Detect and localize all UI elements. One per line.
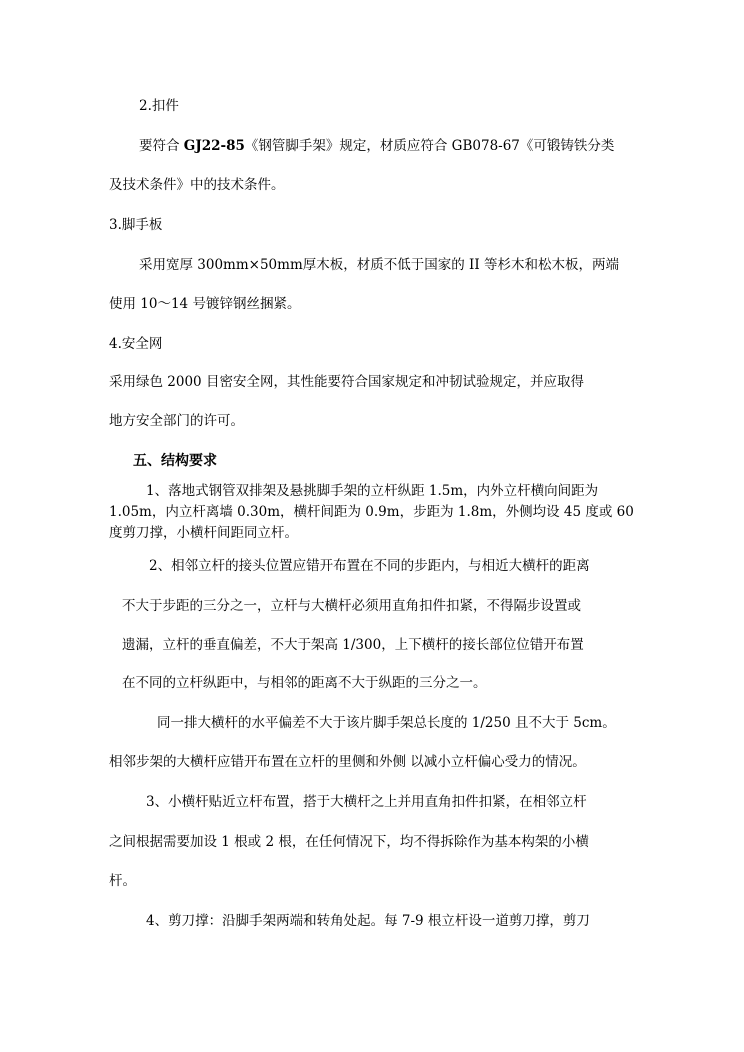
paragraph-line: 地方安全部门的许可。 (109, 413, 244, 429)
paragraph-line: 采用宽厚 300mm×50mm厚木板，材质不低于国家的 II 等杉木和松木板，两端 (139, 257, 620, 273)
paragraph-line (139, 137, 614, 155)
paragraph-line: 杆。 (109, 873, 136, 889)
paragraph-line: 及技术条件》中的技术条件。 (109, 177, 285, 193)
section-heading-scaffold-board: 3.脚手板 (109, 217, 163, 233)
section-heading-fasteners: 2.扣件 (139, 98, 179, 114)
paragraph-line: 相邻步架的大横杆应错开布置在立杆的里侧和外侧 以减小立杆偏心受力的情况。 (109, 754, 586, 770)
paragraph-line: 1.05m，内立杆离墙 0.30m，横杆间距为 0.9m，步距为 1.8m，外侧均设 45 度或 60 (109, 504, 634, 520)
standard-code: GJ22-85 (183, 138, 245, 154)
text-run: 《钢管脚手架》规定，材质应符合 GB078-67《可锻铸铁分类 (244, 138, 615, 154)
paragraph-line: 同一排大横杆的水平偏差不大于该片脚手架总长度的 1/250 且不大于 5cm。 (157, 715, 616, 731)
paragraph-line: 2、相邻立杆的接头位置应错开布置在不同的步距内，与相近大横杆的距离 (149, 558, 590, 574)
paragraph-line: 遗漏，立杆的垂直偏差，不大于架高 1/300，上下横杆的接长部位位错开布置 (122, 637, 584, 653)
paragraph-line: 使用 10～14 号镀锌钢丝捆紧。 (109, 296, 301, 312)
section-heading-safety-net: 4.安全网 (109, 336, 163, 352)
paragraph-line: 在不同的立杆纵距中，与相邻的距离不大于纵距的三分之一。 (122, 675, 487, 691)
paragraph-line: 之间根据需要加设 1 根或 2 根，在任何情况下，均不得拆除作为基本构架的小横 (109, 834, 589, 850)
paragraph-line: 度剪刀撑，小横杆间距同立杆。 (109, 525, 298, 541)
paragraph-line: 采用绿色 2000 目密安全网，其性能要符合国家规定和冲韧试验规定，并应取得 (109, 374, 584, 390)
text-run: 要符合 (139, 138, 184, 154)
paragraph-line: 3、小横杆贴近立杆布置，搭于大横杆之上并用直角扣件扣紧，在相邻立杆 (146, 794, 587, 810)
paragraph-line: 不大于步距的三分之一，立杆与大横杆必须用直角扣件扣紧，不得隔步设置或 (122, 598, 581, 614)
paragraph-line: 1、落地式钢管双排架及悬挑脚手架的立杆纵距 1.5m，内外立杆横向间距为 (146, 483, 599, 499)
section-heading-structure: 五、结构要求 (133, 453, 217, 469)
paragraph-line: 4、剪刀撑：沿脚手架两端和转角处起。每 7-9 根立杆设一道剪刀撑，剪刀 (146, 913, 590, 929)
